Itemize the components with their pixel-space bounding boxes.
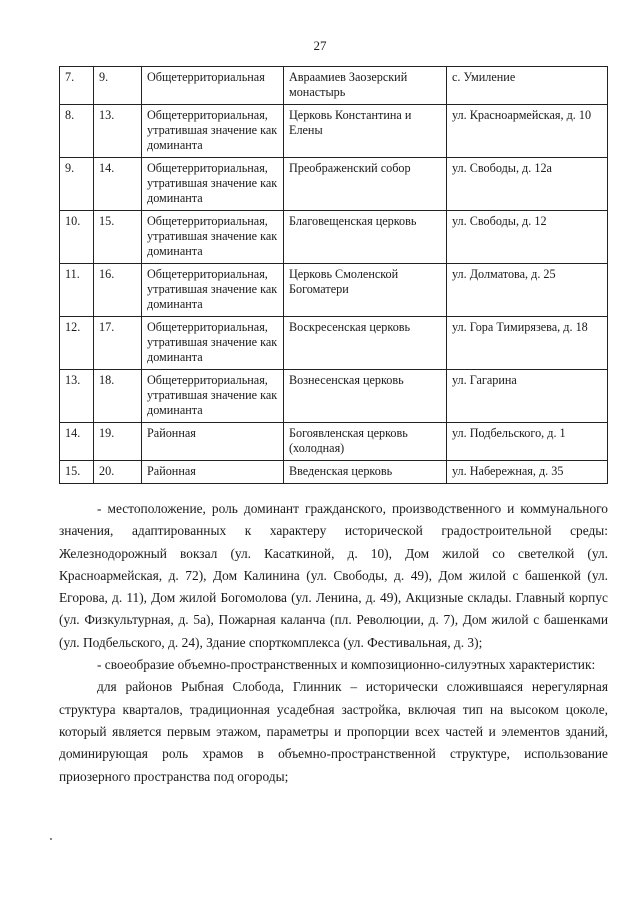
cell-num: 13. <box>94 105 142 158</box>
paragraph-features: - своеобразие объемно-пространственных и композиционно-силуэтных характеристик: <box>97 657 596 673</box>
cell-object: Авраамиев Заозерский монастырь <box>284 67 447 105</box>
cell-no: 10. <box>60 211 94 264</box>
body-text <box>59 498 608 788</box>
table-row <box>60 264 608 317</box>
page-number: 27 <box>313 38 327 53</box>
cell-no: 7. <box>60 67 94 105</box>
cell-num: 18. <box>94 370 142 423</box>
table-row <box>60 105 608 158</box>
cell-address: ул. Гора Тимирязева, д. 18 <box>447 317 608 370</box>
cell-no: 9. <box>60 158 94 211</box>
cell-object: Воскресенская церковь <box>284 317 447 370</box>
cell-num: 9. <box>94 67 142 105</box>
cell-address: ул. Подбельского, д. 1 <box>447 423 608 461</box>
cell-num: 16. <box>94 264 142 317</box>
cell-address: с. Умиление <box>447 67 608 105</box>
table-row <box>60 423 608 461</box>
cell-no: 11. <box>60 264 94 317</box>
cell-category: Общетерриториальная, утратившая значение как доминанта <box>142 105 284 158</box>
cell-object: Преображенский собор <box>284 158 447 211</box>
cell-object: Богоявленская церковь (холодная) <box>284 423 447 461</box>
cell-no: 14. <box>60 423 94 461</box>
cell-object: Вознесенская церковь <box>284 370 447 423</box>
cell-no: 12. <box>60 317 94 370</box>
cell-num: 17. <box>94 317 142 370</box>
table-row <box>60 370 608 423</box>
cell-no: 15. <box>60 461 94 484</box>
cell-address: ул. Долматова, д. 25 <box>447 264 608 317</box>
cell-num: 19. <box>94 423 142 461</box>
cell-no: 8. <box>60 105 94 158</box>
paragraph-districts: для районов Рыбная Слобода, Глинник – исторически сложившаяся нерегулярная структура кварталов, традиционная усадебная застройка, включая тип на высоком цоколе, который является первым этажом, параметры и пропорции всех частей и элементов зданий, доминирующая роль храмов в объемно-пространственной структуре, использование приозерного пространства под огороды; <box>59 679 608 784</box>
cell-category: Общетерриториальная, утратившая значение как доминанта <box>142 158 284 211</box>
cell-category: Районная <box>142 461 284 484</box>
table-row <box>60 158 608 211</box>
cell-category: Общетерриториальная <box>142 67 284 105</box>
cell-address: ул. Свободы, д. 12 <box>447 211 608 264</box>
cell-address: ул. Красноармейская, д. 10 <box>447 105 608 158</box>
cell-category: Общетерриториальная, утратившая значение как доминанта <box>142 211 284 264</box>
table-row <box>60 67 608 105</box>
cell-num: 15. <box>94 211 142 264</box>
cell-category: Общетерриториальная, утратившая значение как доминанта <box>142 317 284 370</box>
cell-object: Благовещенская церковь <box>284 211 447 264</box>
table-row <box>60 317 608 370</box>
dominants-table <box>59 66 608 484</box>
table-row <box>60 211 608 264</box>
cell-object: Введенская церковь <box>284 461 447 484</box>
cell-object: Церковь Константина и Елены <box>284 105 447 158</box>
cell-no: 13. <box>60 370 94 423</box>
cell-object: Церковь Смоленской Богоматери <box>284 264 447 317</box>
cell-category: Общетерриториальная, утратившая значение как доминанта <box>142 264 284 317</box>
cell-category: Общетерриториальная, утратившая значение как доминанта <box>142 370 284 423</box>
table-row <box>60 461 608 484</box>
cell-category: Районная <box>142 423 284 461</box>
cell-address: ул. Гагарина <box>447 370 608 423</box>
cell-address: ул. Набережная, д. 35 <box>447 461 608 484</box>
scan-mark <box>50 838 52 840</box>
table-body <box>60 67 608 484</box>
cell-address: ул. Свободы, д. 12а <box>447 158 608 211</box>
cell-num: 14. <box>94 158 142 211</box>
cell-num: 20. <box>94 461 142 484</box>
paragraph-location: - местоположение, роль доминант гражданского, производственного и коммунального значения, адаптированных к характеру исторической градостроительной среды: Железнодорожный вокзал (ул. Касаткиной, д. 10), Дом жилой со светелкой (ул. Красноармейская, д. 72), Дом Калинина (ул. Свободы, д. 49), Дом жилой с башенкой (ул. Егорова, д. 11), Дом жилой Богомолова (ул. Ленина, д. 49), Акцизные склады. Главный корпус (ул. Физкультурная, д. 5а), Пожарная каланча (пл. Революции, д. 7), Дом жилой с башенками (ул. Подбельского, д. 24), Здание спорткомплекса (ул. Фестивальная, д. 3); <box>59 501 608 650</box>
